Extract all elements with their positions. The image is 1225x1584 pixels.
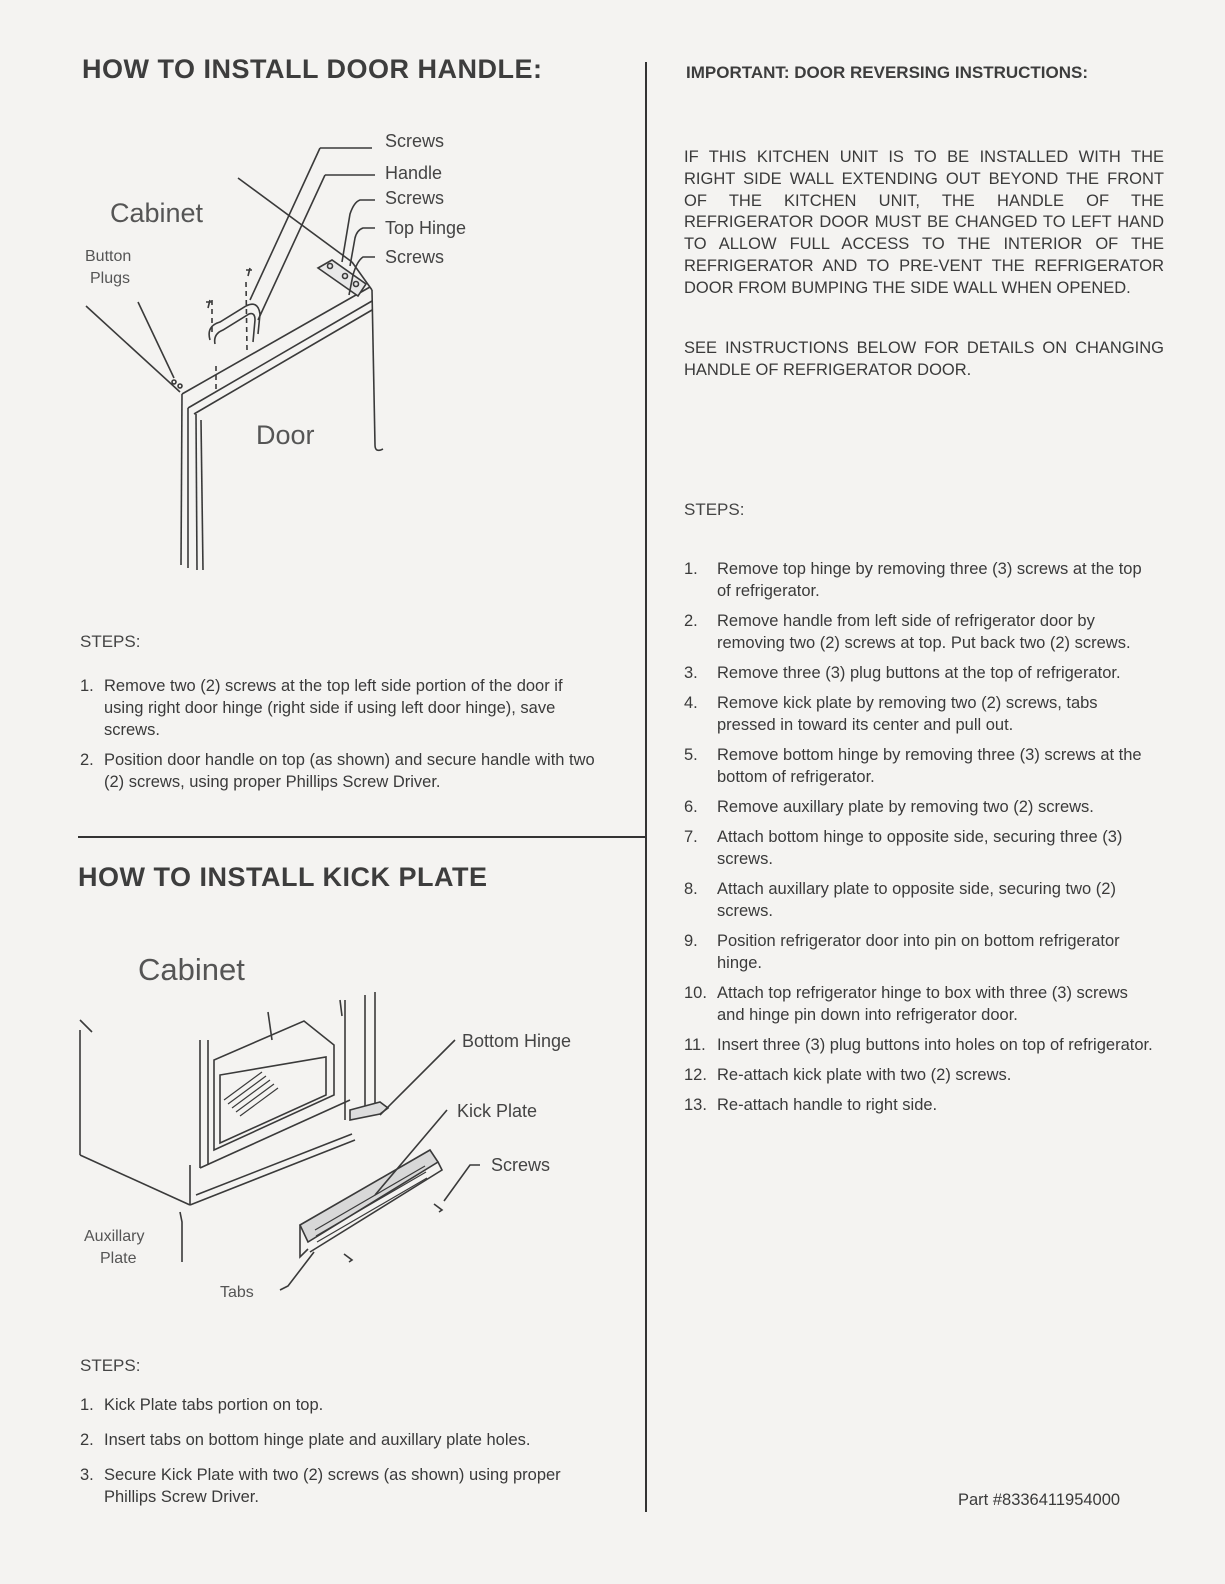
label-cabinet-top: Cabinet — [110, 198, 204, 228]
list-item: 7. Attach bottom hinge to opposite side, securing three (3) screws. — [684, 828, 1123, 868]
label-button: Button — [85, 248, 132, 265]
part-number: Part #8336411954000 — [958, 1491, 1121, 1509]
kick-plate-title: HOW TO INSTALL KICK PLATE — [78, 862, 488, 892]
list-item: 2. Insert tabs on bottom hinge plate and auxillary plate holes. — [80, 1431, 531, 1449]
list-item: 9. Position refrigerator door into pin on bottom refrigerator hinge. — [684, 932, 1120, 972]
label-cabinet-bottom: Cabinet — [138, 952, 245, 987]
reversing-steps — [684, 558, 1159, 1124]
label-auxillary: Auxillary — [84, 1228, 145, 1245]
label-tabs: Tabs — [220, 1284, 254, 1301]
label-plugs: Plugs — [90, 270, 131, 287]
door-reversing-title: IMPORTANT: DOOR REVERSING INSTRUCTIONS: — [686, 63, 1089, 82]
kick-plate-illustration — [0, 0, 645, 1340]
label-kick-plate: Kick Plate — [457, 1101, 538, 1121]
list-item: 10. Attach top refrigerator hinge to box with three (3) screws and hinge pin down into refrigerator door. — [684, 984, 1128, 1024]
kick-plate-diagram — [0, 0, 645, 1340]
list-item: 5. Remove bottom hinge by removing three (3) screws at the bottom of refrigerator. — [684, 746, 1142, 786]
list-item: 1. Remove two (2) screws at the top left side portion of the door if using right door hinge (right side if using left door hinge), save screws. — [80, 677, 563, 739]
list-item: 3. Secure Kick Plate with two (2) screws (as shown) using proper Phillips Screw Driver. — [80, 1466, 561, 1506]
label-bottom-hinge: Bottom Hinge — [462, 1031, 572, 1051]
center-divider — [645, 62, 647, 1512]
reversing-paragraph-2: SEE INSTRUCTIONS BELOW FOR DETAILS ON CHANGING HANDLE OF REFRIGERATOR DOOR. — [684, 339, 1164, 379]
label-plate: Plate — [100, 1250, 137, 1267]
door-handle-title: HOW TO INSTALL DOOR HANDLE: — [82, 54, 543, 84]
list-item: 2. Remove handle from left side of refrigerator door by removing two (2) screws at top. Put back two (2) screws. — [684, 612, 1131, 652]
list-item: 11. Insert three (3) plug buttons into holes on top of refrigerator. — [684, 1036, 1153, 1054]
list-item: 1. Kick Plate tabs portion on top. — [80, 1396, 324, 1414]
list-item: 8. Attach auxillary plate to opposite side, securing two (2) screws. — [684, 880, 1116, 920]
list-item: 13. Re-attach handle to right side. — [684, 1096, 938, 1114]
label-screws-2: Screws — [385, 188, 445, 208]
list-item: 12. Re-attach kick plate with two (2) screws. — [684, 1066, 1012, 1084]
list-item: 3. Remove three (3) plug buttons at the top of refrigerator. — [684, 664, 1121, 682]
label-top-hinge: Top Hinge — [385, 218, 467, 238]
label-door: Door — [256, 420, 315, 450]
door-handle-steps-heading: STEPS: — [80, 632, 141, 651]
list-item: 6. Remove auxillary plate by removing two (2) screws. — [684, 798, 1094, 816]
list-item: 1. Remove top hinge by removing three (3) screws at the top of refrigerator. — [684, 560, 1142, 600]
kick-plate-steps-heading: STEPS: — [80, 1356, 141, 1375]
label-screws-3: Screws — [385, 247, 445, 267]
label-handle: Handle — [385, 163, 443, 183]
list-item: 4. Remove kick plate by removing two (2) screws, tabs pressed in toward its center and pull out. — [684, 694, 1098, 734]
kick-plate-steps — [80, 1394, 605, 1516]
reversing-paragraph-1: IF THIS KITCHEN UNIT IS TO BE INSTALLED WITH THE RIGHT SIDE WALL EXTENDING OUT BEYOND THE FRONT OF THE KITCHEN UNIT, THE HANDLE OF THE REFRIGERATOR DOOR MUST BE CHANGED TO LEFT HAND TO ALLOW FULL ACCESS TO THE INTERIOR OF THE REFRIGERATOR AND TO PRE-VENT THE REFRIGERATOR DOOR FROM BUMPING THE SIDE WALL WHEN OPENED. — [684, 148, 1164, 297]
list-item: 2. Position door handle on top (as shown) and secure handle with two (2) screws, using proper Phillips Screw Driver. — [80, 751, 595, 791]
label-screws-1: Screws — [385, 131, 445, 151]
reversing-steps-heading: STEPS: — [684, 500, 745, 519]
label-screws-kick: Screws — [491, 1155, 551, 1175]
